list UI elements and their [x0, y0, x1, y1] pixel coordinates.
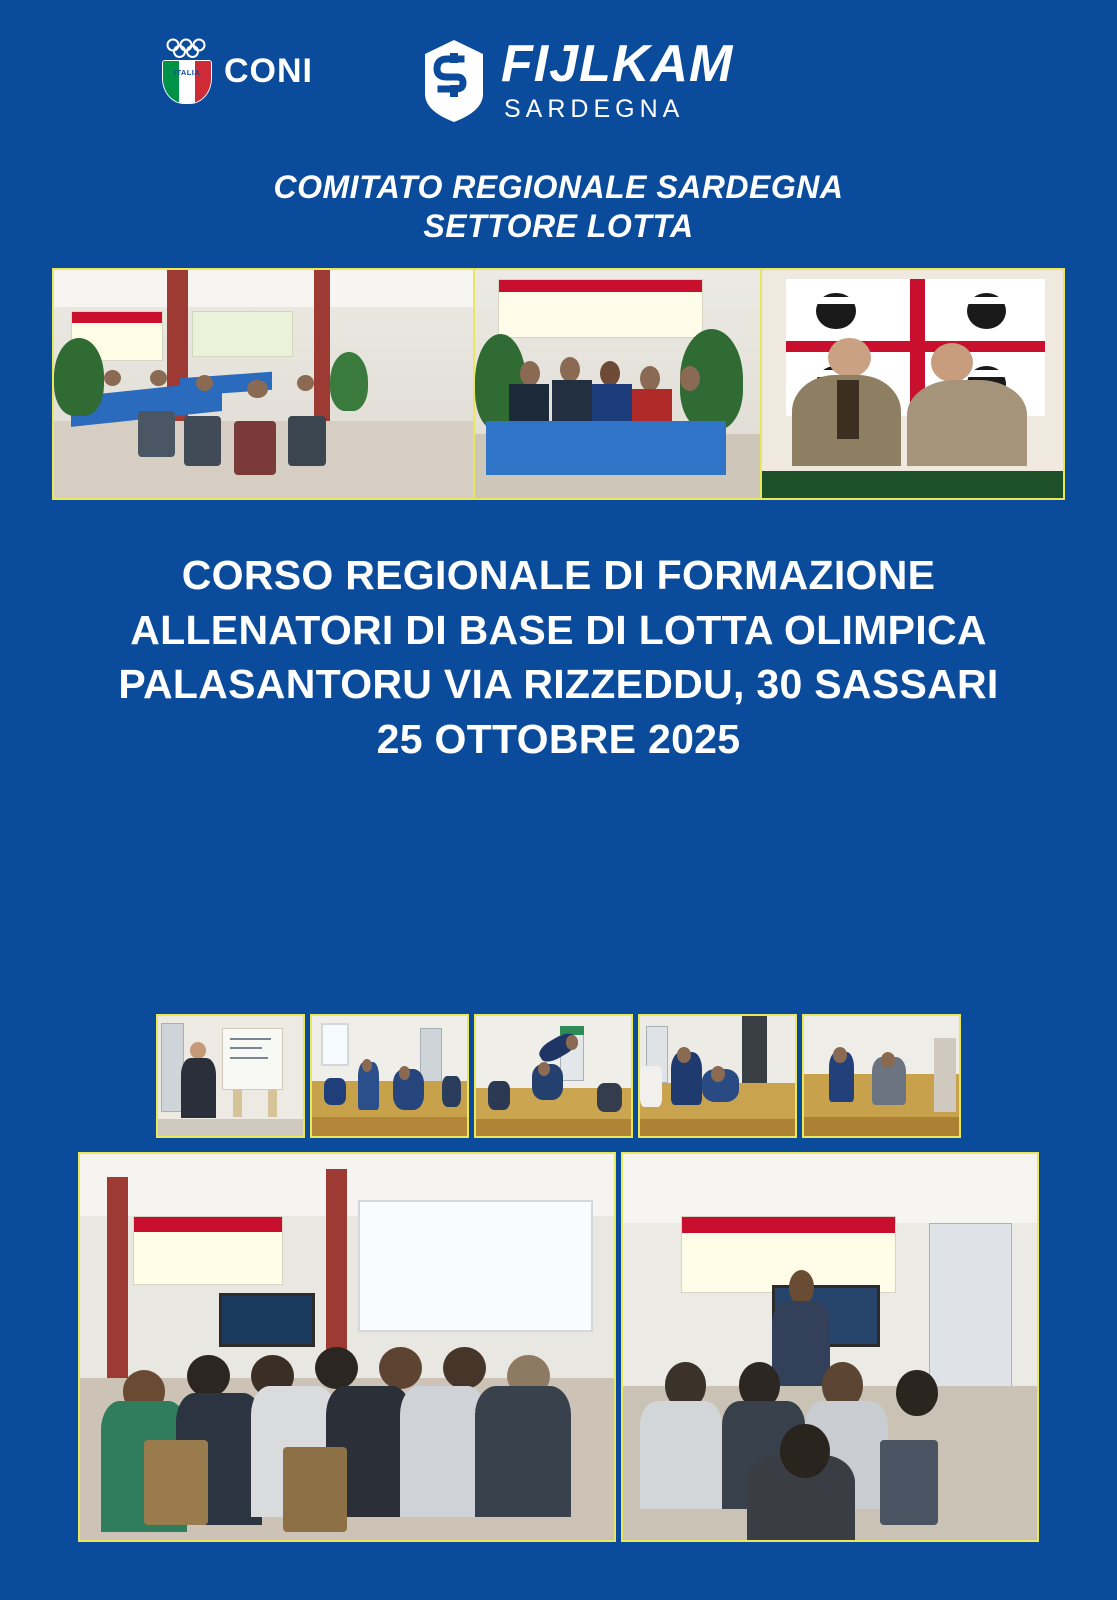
photo-lecturer-flipchart [156, 1014, 305, 1138]
headline-line-4: 25 OTTOBRE 2025 [376, 715, 741, 762]
photo-lecture-hall-right [621, 1152, 1039, 1542]
subtitle-line-2: SETTORE LOTTA [423, 208, 694, 245]
headline-line-3: PALASANTORU VIA RIZZEDDU, 30 SASSARI [118, 661, 999, 708]
photo-strip-middle [156, 1014, 961, 1138]
coni-label: CONI [224, 51, 313, 90]
photo-head-table [473, 270, 761, 498]
photo-mat-drill-3 [802, 1014, 961, 1138]
headline-line-1: CORSO REGIONALE DI FORMAZIONE [181, 552, 936, 599]
olympic-rings-icon [164, 38, 212, 58]
photo-mat-drill-2 [638, 1014, 797, 1138]
italy-flag-icon [162, 60, 212, 104]
photo-lecture-hall-left [78, 1152, 616, 1542]
photo-classroom-wide [54, 270, 473, 498]
fijlkam-logo-icon [423, 39, 485, 123]
photo-two-speakers [760, 270, 1063, 498]
coni-shield-label: ITALIA [173, 68, 200, 77]
poster-headline [0, 548, 1117, 766]
coni-logo [160, 38, 313, 104]
photo-strip-top [52, 268, 1065, 500]
fijlkam-name: FIJLKAM [501, 35, 734, 93]
photo-mat-drill-1 [310, 1014, 469, 1138]
photo-mat-throw [474, 1014, 633, 1138]
subtitle-line-1: COMITATO REGIONALE SARDEGNA [273, 169, 844, 205]
fijlkam-logo [423, 35, 734, 124]
coni-shield-icon [160, 38, 214, 104]
headline-line-2: ALLENATORI DI BASE DI LOTTA OLIMPICA [130, 606, 987, 653]
photo-strip-bottom [78, 1152, 1039, 1542]
poster-header [0, 0, 1117, 150]
fijlkam-region: SARDEGNA [504, 95, 685, 123]
poster-subtitle [0, 168, 1117, 246]
